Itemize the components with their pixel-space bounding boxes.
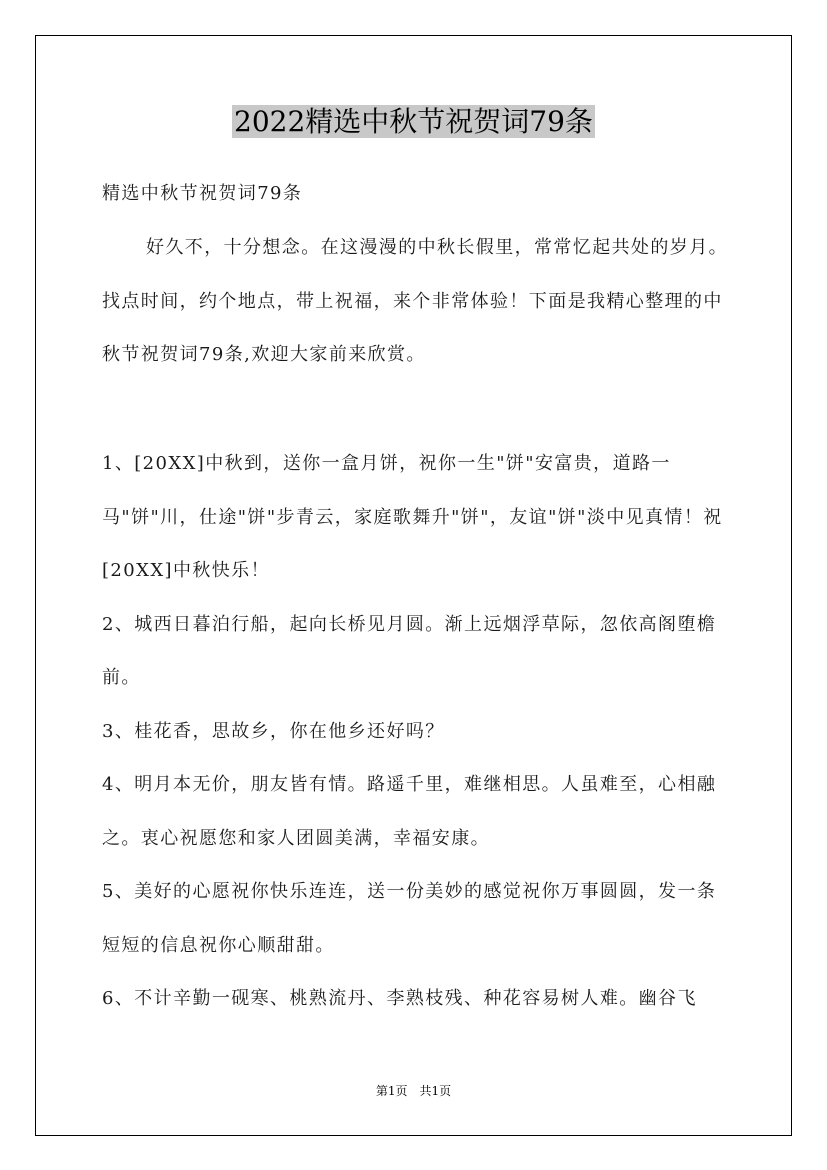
list-item: 6、不计辛勤一砚寒、桃熟流丹、李熟枝残、种花容易树人难。幽谷飞 bbox=[102, 988, 697, 1009]
list-item: 1、[20XX]中秋到，送你一盒月饼，祝你一生"饼"安富贵，道路一马"饼"川，仕途"饼"步青云，家庭歌舞升"饼"，友谊"饼"淡中见真情！祝[20XX]中秋快乐！ bbox=[102, 453, 723, 581]
greeting-list bbox=[102, 437, 730, 1026]
intro-paragraph: 好久不，十分想念。在这漫漫的中秋长假里，常常忆起共处的岁月。找点时间，约个地点，带上祝福，来个非常体验！下面是我精心整理的中秋节祝贺词79条,欢迎大家前来欣赏。 bbox=[102, 237, 728, 365]
list-item: 3、桂花香，思故乡，你在他乡还好吗？ bbox=[102, 720, 445, 742]
document-title bbox=[0, 100, 827, 144]
document-title-text: 2022精选中秋节祝贺词79条 bbox=[234, 105, 593, 138]
page-total: 共1页 bbox=[419, 1084, 452, 1098]
list-item: 2、城西日暮泊行船，起向长桥见月圆。渐上远烟浮草际，忽依高阁堕檐前。 bbox=[102, 613, 717, 688]
page-footer bbox=[0, 1082, 827, 1099]
list-item: 4、明月本无价，朋友皆有情。路遥千里，难继相思。人虽难至，心相融之。衷心祝愿您和家人团圆美满，幸福安康。 bbox=[102, 774, 717, 849]
page-number: 第1页 bbox=[375, 1084, 408, 1098]
list-item: 5、美好的心愿祝你快乐连连，送一份美妙的感觉祝你万事圆圆，发一条短短的信息祝你心顺甜甜。 bbox=[102, 881, 717, 956]
document-subtitle: 精选中秋节祝贺词79条 bbox=[102, 183, 303, 204]
